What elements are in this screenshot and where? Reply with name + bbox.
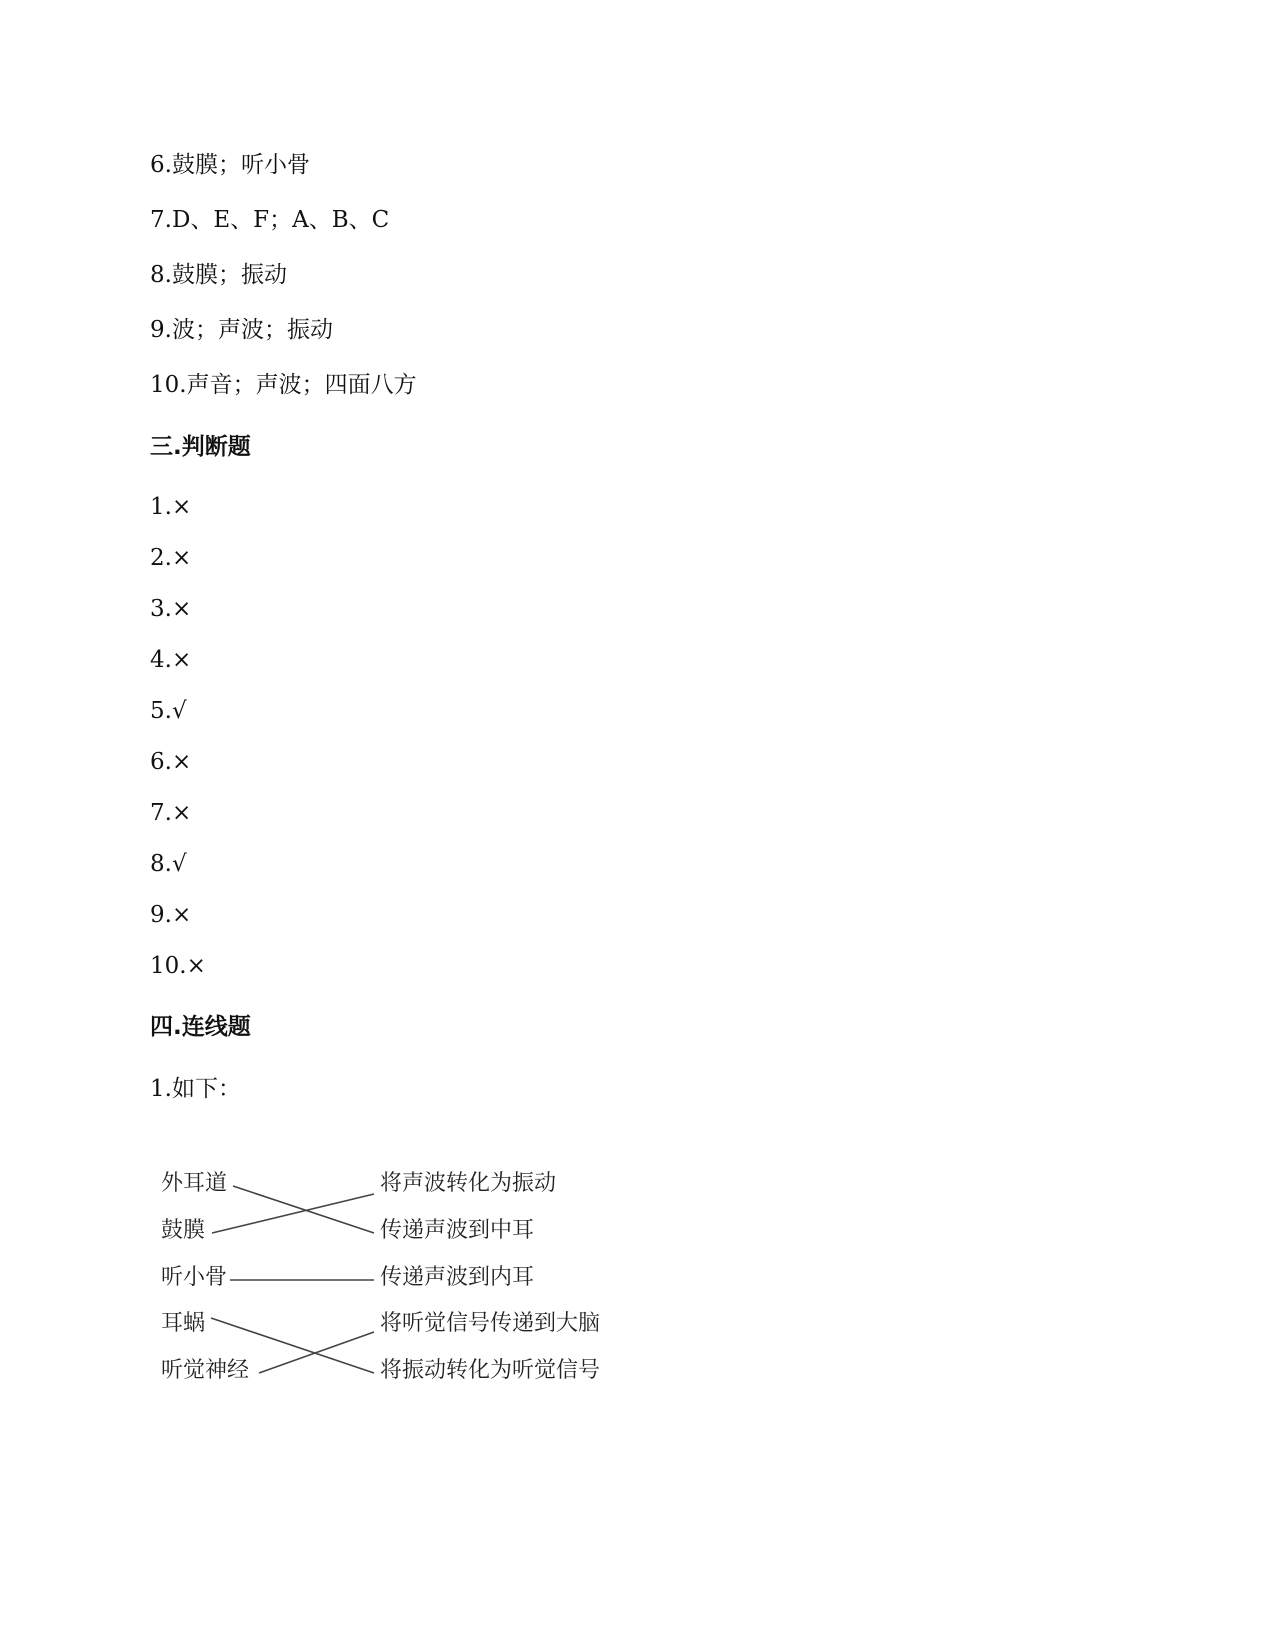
tf-answer-7: 7.× — [150, 800, 192, 826]
match-line-1 — [233, 1186, 374, 1233]
tf-answer-5: 5.√ — [150, 698, 187, 724]
tf-answer-4: 4.× — [150, 647, 192, 673]
left-item-eardrum: 鼓膜 — [161, 1218, 206, 1243]
tf-answer-1: 1.× — [150, 494, 192, 520]
matching-q1-label: 1.如下： — [150, 1076, 241, 1102]
right-item-5: 将振动转化为听觉信号 — [380, 1358, 601, 1383]
matching-diagram — [150, 1172, 630, 1412]
section3-heading: 三.判断题 — [150, 434, 251, 460]
section4-heading: 四.连线题 — [150, 1014, 251, 1040]
left-item-outer-ear-canal: 外耳道 — [161, 1171, 228, 1196]
fill-answer-7: 7.D、E、F；A、B、C — [150, 207, 390, 233]
tf-answer-6: 6.× — [150, 749, 192, 775]
left-item-ossicles: 听小骨 — [161, 1265, 228, 1290]
left-item-cochlea: 耳蜗 — [161, 1311, 206, 1336]
tf-answer-9: 9.× — [150, 902, 192, 928]
tf-answer-10: 10.× — [150, 953, 206, 979]
tf-answer-3: 3.× — [150, 596, 192, 622]
tf-answer-8: 8.√ — [150, 851, 187, 877]
match-line-2 — [212, 1194, 374, 1233]
fill-answer-8: 8.鼓膜；振动 — [150, 262, 287, 288]
right-item-4: 将听觉信号传递到大脑 — [380, 1311, 601, 1336]
fill-answer-6: 6.鼓膜；听小骨 — [150, 152, 310, 178]
right-item-2: 传递声波到中耳 — [380, 1218, 535, 1243]
right-item-1: 将声波转化为振动 — [380, 1171, 557, 1196]
right-item-3: 传递声波到内耳 — [380, 1265, 535, 1290]
tf-answer-2: 2.× — [150, 545, 192, 571]
left-item-auditory-nerve: 听觉神经 — [161, 1358, 250, 1383]
fill-answer-10: 10.声音；声波；四面八方 — [150, 372, 417, 398]
fill-answer-9: 9.波；声波；振动 — [150, 317, 333, 343]
